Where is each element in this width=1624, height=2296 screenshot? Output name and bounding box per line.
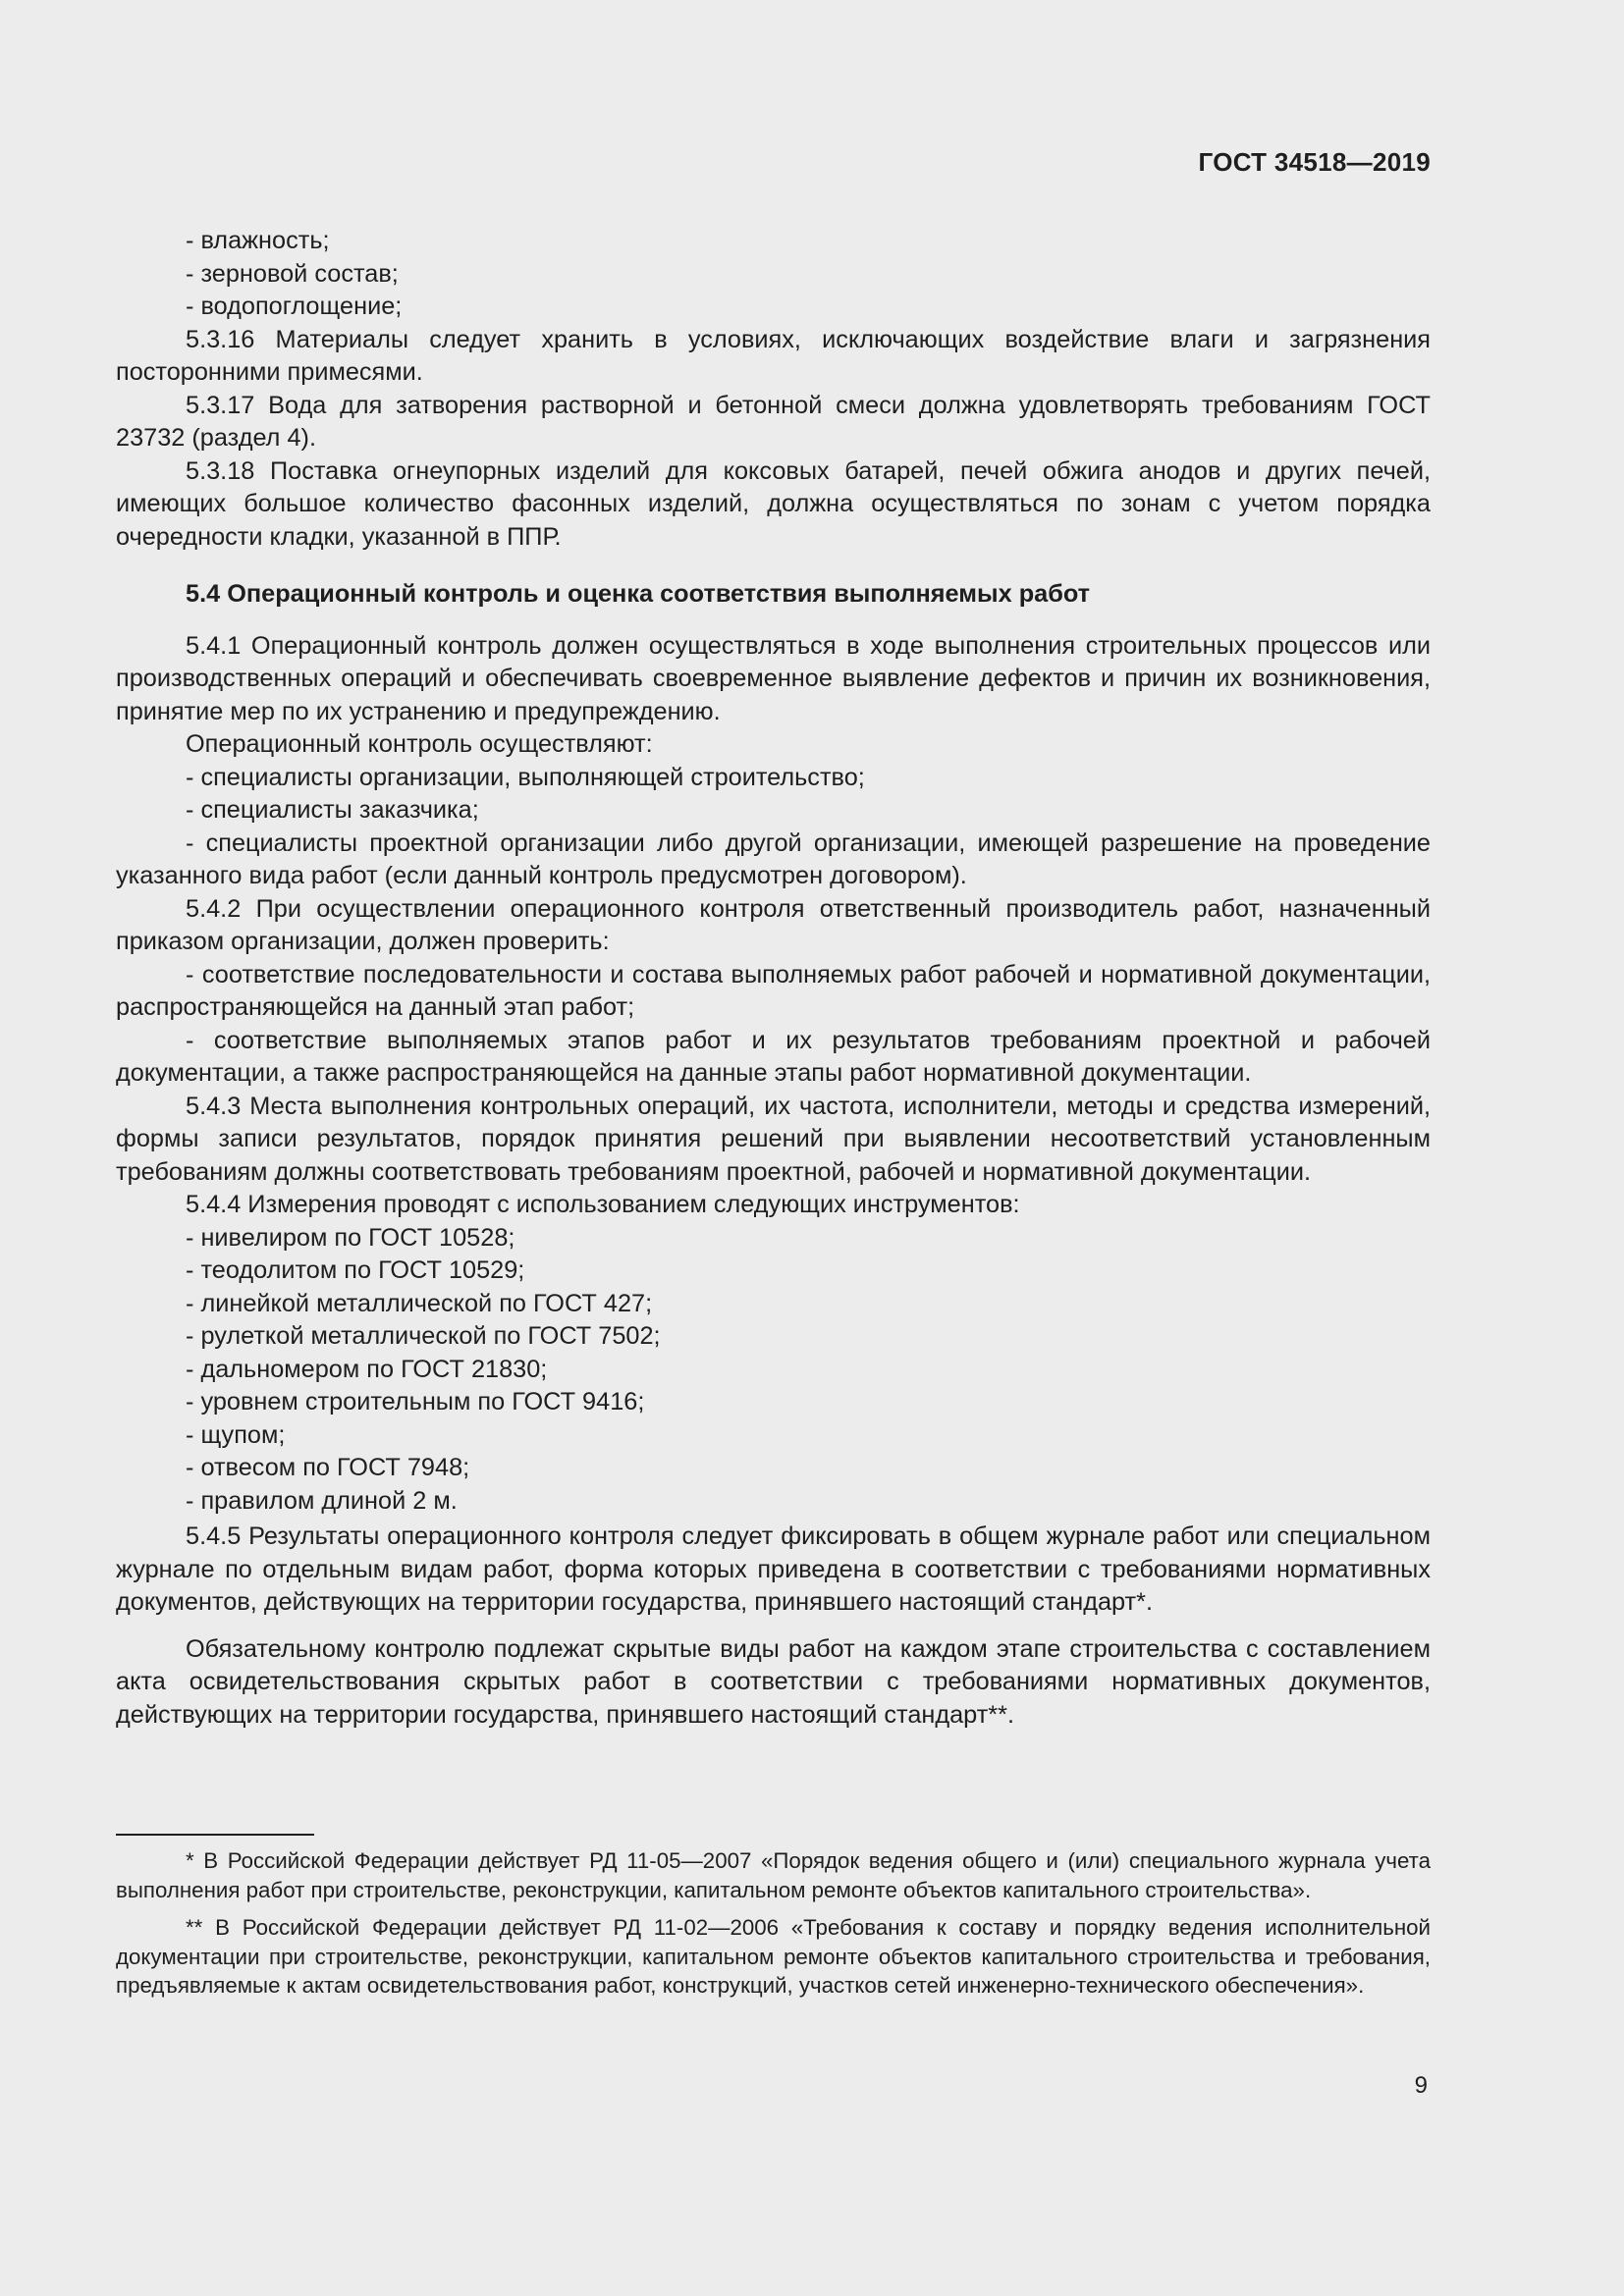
body-text bbox=[116, 225, 1431, 1732]
footnotes bbox=[116, 1846, 1431, 2009]
footnote-divider bbox=[116, 1834, 314, 1836]
list-item: - щупом; bbox=[186, 1420, 286, 1449]
document-code: ГОСТ 34518—2019 bbox=[1198, 147, 1431, 177]
list-item: - теодолитом по ГОСТ 10529; bbox=[186, 1256, 525, 1284]
list-item: - водопоглощение; bbox=[186, 293, 403, 320]
list-item: - отвесом по ГОСТ 7948; bbox=[186, 1454, 470, 1481]
list-item: - рулеткой металлической по ГОСТ 7502; bbox=[186, 1322, 661, 1350]
clause-5-4-1: 5.4.1 Операционный контроль должен осуществляться в ходе выполнения строительных процессов или производственных операций и обеспечивать своевременное выявление дефектов и причин их возникновения, принятие мер по их устранению и предупреждению. bbox=[116, 631, 1431, 725]
list-item: - нивелиром по ГОСТ 10528; bbox=[186, 1223, 515, 1252]
list-item: - дальномером по ГОСТ 21830; bbox=[186, 1355, 548, 1383]
section-heading-5-4: 5.4 Операционный контроль и оценка соответствия выполняемых работ bbox=[186, 580, 1091, 608]
list-item: - соответствие последовательности и состава выполняемых работ рабочей и нормативной документации, распространяющейся на данный этап работ; bbox=[116, 960, 1431, 1021]
footnote: * В Российской Федерации действует РД 11-05—2007 «Порядок ведения общего и (или) специального журнала учета выполнения работ при строительстве, реконструкции, капитальном ремонте объектов капитального строительства». bbox=[116, 1848, 1431, 1902]
clause-5-4-4: 5.4.4 Измерения проводят с использованием следующих инструментов: bbox=[186, 1191, 1020, 1218]
list-item: - соответствие выполняемых этапов работ и их результатов требованиям проектной и рабочей документации, а также распространяющейся на данные этапы работ нормативной документации. bbox=[116, 1026, 1431, 1087]
list-item: - линейкой металлической по ГОСТ 427; bbox=[186, 1289, 653, 1317]
page-number: 9 bbox=[1414, 2072, 1428, 2099]
clause-5-4-5: 5.4.5 Результаты операционного контроля следует фиксировать в общем журнале работ или специальном журнале по отдельным видам работ, форма которых приведена в соответствии с требованиями нормативных документов, действующих на территории государства, принявшего настоящий стандарт*. bbox=[116, 1522, 1431, 1616]
clause-5-4-2: 5.4.2 При осуществлении операционного контроля ответственный производитель работ, назначенный приказом организации, должен проверить: bbox=[116, 894, 1431, 955]
list-item: - специалисты организации, выполняющей строительство; bbox=[186, 763, 865, 791]
paragraph: Обязательному контролю подлежат скрытые виды работ на каждом этапе строительства с составлением акта освидетельствования скрытых работ в соответствии с требованиями нормативных документов, действующих на территории государства, принявшего настоящий стандарт**. bbox=[116, 1634, 1431, 1729]
list-item: - специалисты заказчика; bbox=[186, 796, 479, 824]
list-item: - уровнем строительным по ГОСТ 9416; bbox=[186, 1388, 645, 1415]
footnote: ** В Российской Федерации действует РД 11-02—2006 «Требования к составу и порядку ведения исполнительной документации при строительстве, реконструкции, капитальном ремонте объектов капитального строительства и требования, предъявляемые к актам освидетельствования работ, конструкций, участков сетей инженерно-технического обеспечения». bbox=[116, 1915, 1431, 1998]
list-item: - правилом длиной 2 м. bbox=[186, 1486, 458, 1515]
clause-5-3-17: 5.3.17 Вода для затворения растворной и бетонной смеси должна удовлетворять требованиям ГОСТ 23732 (раздел 4). bbox=[116, 391, 1431, 452]
list-item: - влажность; bbox=[186, 227, 330, 254]
list-item: - специалисты проектной организации либо другой организации, имеющей разрешение на проведение указанного вида работ (если данный контроль предусмотрен договором). bbox=[116, 828, 1431, 889]
list-item: - зерновой состав; bbox=[186, 259, 399, 288]
clause-5-3-16: 5.3.16 Материалы следует хранить в условиях, исключающих воздействие влаги и загрязнения посторонними примесями. bbox=[116, 325, 1431, 386]
clause-5-4-3: 5.4.3 Места выполнения контрольных операций, их частота, исполнители, методы и средства измерений, формы записи результатов, порядок принятия решений при выявлении несоответствий установленным требованиям должны соответствовать требованиям проектной, рабочей и нормативной документации. bbox=[116, 1092, 1431, 1186]
paragraph: Операционный контроль осуществляют: bbox=[186, 730, 653, 758]
clause-5-3-18: 5.3.18 Поставка огнеупорных изделий для коксовых батарей, печей обжига анодов и других печей, имеющих большое количество фасонных изделий, должна осуществляться по зонам с учетом порядка очередности кладки, указанной в ППР. bbox=[116, 456, 1431, 551]
